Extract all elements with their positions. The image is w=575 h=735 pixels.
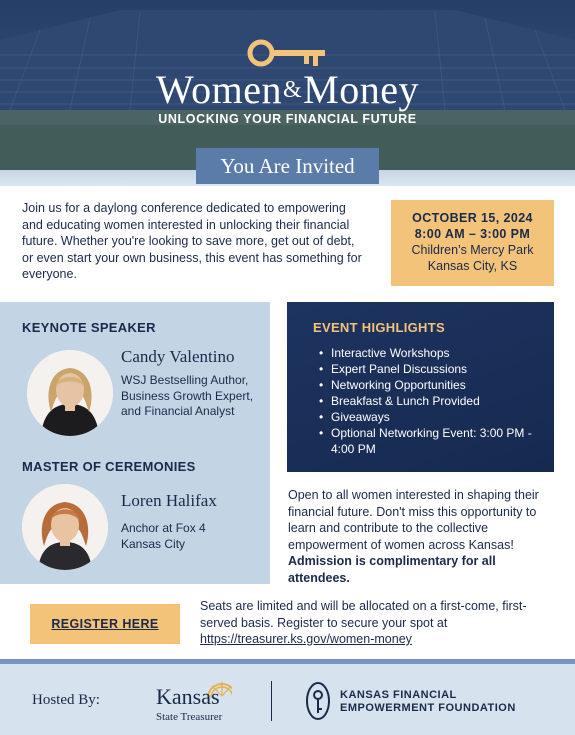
kansas-wordmark: Kansas	[156, 684, 220, 709]
title-money: Money	[303, 67, 419, 112]
key-icon	[246, 36, 328, 70]
speakers-panel	[0, 302, 270, 584]
intro-paragraph: Join us for a daylong conference dedicated to empowering and educating women interested in unlocking their financial future. Whether you're looking to save more, get out of debt, or even start your own business, this event has something for everyone.	[22, 201, 362, 281]
register-button[interactable]: REGISTER HERE	[30, 604, 180, 644]
mc-description: Anchor at Fox 4 Kansas City	[121, 521, 206, 551]
footer	[0, 664, 575, 735]
state-treasurer-label: State Treasurer	[156, 711, 223, 723]
foundation-line-2: EMPOWERMENT FOUNDATION	[340, 702, 516, 714]
registration-text: Seats are limited and will be allocated on a first-come, first-served basis. Register to secure your spot at	[200, 599, 527, 630]
bullet-icon: •	[319, 426, 324, 440]
event-date: OCTOBER 15, 2024	[412, 211, 533, 225]
highlights-heading: EVENT HIGHLIGHTS	[313, 320, 445, 335]
list-item: • Optional Networking Event: 3:00 PM - 4:00 PM	[319, 426, 532, 456]
open-to-all-paragraph	[288, 487, 554, 586]
mc-heading: MASTER OF CEREMONIES	[22, 459, 196, 474]
keynote-heading: KEYNOTE SPEAKER	[22, 320, 156, 335]
mc-name: Loren Halifax	[121, 491, 217, 510]
mc-photo	[22, 484, 108, 570]
invited-badge: You Are Invited	[196, 148, 379, 184]
foundation-name	[340, 689, 516, 715]
event-title	[0, 66, 575, 113]
bullet-icon: •	[319, 394, 324, 408]
title-women: Women	[156, 67, 282, 112]
registration-link[interactable]: https://treasurer.ks.gov/women-money	[200, 632, 412, 646]
list-item: • Giveaways	[319, 410, 390, 424]
list-item: • Expert Panel Discussions	[319, 362, 468, 376]
hero-banner	[0, 0, 575, 170]
event-subtitle: UNLOCKING YOUR FINANCIAL FUTURE	[158, 112, 417, 126]
hosted-by-label: Hosted By:	[32, 692, 100, 708]
keyhole-icon	[305, 681, 331, 721]
list-item: • Interactive Workshops	[319, 346, 450, 360]
keynote-name: Candy Valentino	[121, 347, 235, 366]
registration-info	[200, 598, 552, 648]
bullet-icon: •	[319, 362, 324, 376]
event-details-box	[391, 200, 554, 286]
keynote-description: WSJ Bestselling Author, Business Growth Expert, and Financial Analyst	[121, 373, 254, 418]
footer-divider	[271, 681, 272, 721]
bullet-icon: •	[319, 378, 324, 392]
bullet-icon: •	[319, 410, 324, 424]
title-ampersand: &	[282, 77, 303, 103]
open-text-body: Open to all women interested in shaping their financial future. Don't miss this opportunity to learn and contribute to the collective empowerment of women across Kansas!	[288, 488, 539, 552]
event-city: Kansas City, KS	[427, 259, 518, 273]
list-item: • Breakfast & Lunch Provided	[319, 394, 480, 408]
keynote-photo	[27, 350, 113, 436]
event-time: 8:00 AM – 3:00 PM	[414, 227, 531, 241]
event-highlights-panel	[287, 302, 554, 472]
event-venue: Children’s Mercy Park	[411, 243, 534, 257]
foundation-line-1: KANSAS FINANCIAL	[340, 689, 457, 701]
admission-note: Admission is complimentary for all attendees.	[288, 554, 496, 585]
list-item: • Networking Opportunities	[319, 378, 466, 392]
bullet-icon: •	[319, 346, 324, 360]
highlights-list	[317, 345, 537, 457]
